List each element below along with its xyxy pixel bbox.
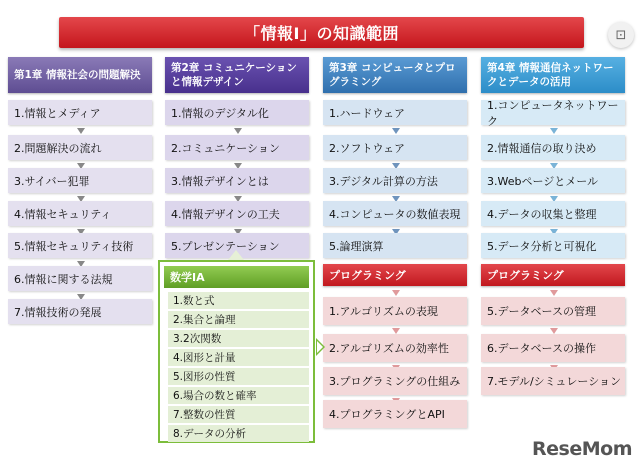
list-item: 4.情報デザインの工夫 [165, 201, 309, 226]
list-item: 5.情報セキュリティ技術 [8, 233, 152, 258]
down-arrow-icon [77, 128, 85, 134]
list-item: 1.情報とメディア [8, 100, 152, 125]
right-arrow-icon [316, 338, 325, 356]
list-item: 1.数と式 [168, 292, 309, 309]
list-item: 5.データ分析と可視化 [481, 233, 625, 258]
list-item: 5.プレゼンテーション [165, 233, 309, 258]
list-item: 2.問題解決の流れ [8, 135, 152, 160]
list-item: 3.情報デザインとは [165, 168, 309, 193]
programming-header: プログラミング [323, 264, 467, 286]
list-item: 4.情報セキュリティ [8, 201, 152, 226]
list-item: 2.アルゴリズムの効率性 [323, 334, 467, 362]
list-item: 6.データベースの操作 [481, 334, 625, 362]
down-arrow-icon [392, 290, 400, 296]
list-item: 4.プログラミングとAPI [323, 400, 467, 428]
list-item: 2.情報通信の取り決め [481, 135, 625, 160]
list-item: 4.データの収集と整理 [481, 201, 625, 226]
list-item: 3.プログラミングの仕組み [323, 367, 467, 395]
list-item: 7.情報技術の発展 [8, 299, 152, 324]
list-item: 3.2次関数 [168, 330, 309, 347]
list-item: 1.コンピュータネットワーク [481, 100, 625, 125]
list-item: 7.モデル/シミュレーション [481, 367, 625, 395]
page-title: 「情報Ⅰ」の知識範囲 [59, 17, 584, 48]
programming-header: プログラミング [481, 264, 625, 286]
list-item: 5.図形の性質 [168, 368, 309, 385]
list-item: 2.コミュニケーション [165, 135, 309, 160]
list-item: 2.集合と論理 [168, 311, 309, 328]
list-item: 8.データの分析 [168, 425, 309, 442]
chapter-1-header: 第1章 情報社会の問題解決 [8, 57, 152, 93]
down-arrow-icon [392, 128, 400, 134]
list-item: 7.整数の性質 [168, 406, 309, 423]
list-item: 4.コンピュータの数値表現 [323, 201, 467, 226]
down-arrow-icon [550, 290, 558, 296]
list-item: 3.サイバー犯罪 [8, 168, 152, 193]
list-item: 6.情報に関する法規 [8, 266, 152, 291]
down-arrow-icon [550, 128, 558, 134]
list-item: 2.ソフトウェア [323, 135, 467, 160]
list-item: 6.場合の数と確率 [168, 387, 309, 404]
list-item: 3.Webページとメール [481, 168, 625, 193]
list-item: 1.情報のデジタル化 [165, 100, 309, 125]
list-item: 5.論理演算 [323, 233, 467, 258]
chapter-3-header: 第3章 コンピュータとプログラミング [323, 57, 467, 93]
chapter-4-header: 第4章 情報通信ネットワークとデータの活用 [481, 57, 625, 93]
image-search-icon[interactable]: ⊡ [608, 22, 634, 48]
list-item: 4.図形と計量 [168, 349, 309, 366]
up-arrow-icon [228, 250, 244, 260]
math-ia-header: 数学ⅠA [164, 266, 309, 288]
list-item: 1.ハードウェア [323, 100, 467, 125]
chapter-2-header: 第2章 コミュニケーションと情報デザイン [165, 57, 309, 93]
down-arrow-icon [234, 128, 242, 134]
resemom-logo: ReseMom [532, 438, 632, 460]
list-item: 3.デジタル計算の方法 [323, 168, 467, 193]
list-item: 5.データベースの管理 [481, 297, 625, 325]
list-item: 1.アルゴリズムの表現 [323, 297, 467, 325]
math-ia-box [158, 260, 315, 443]
